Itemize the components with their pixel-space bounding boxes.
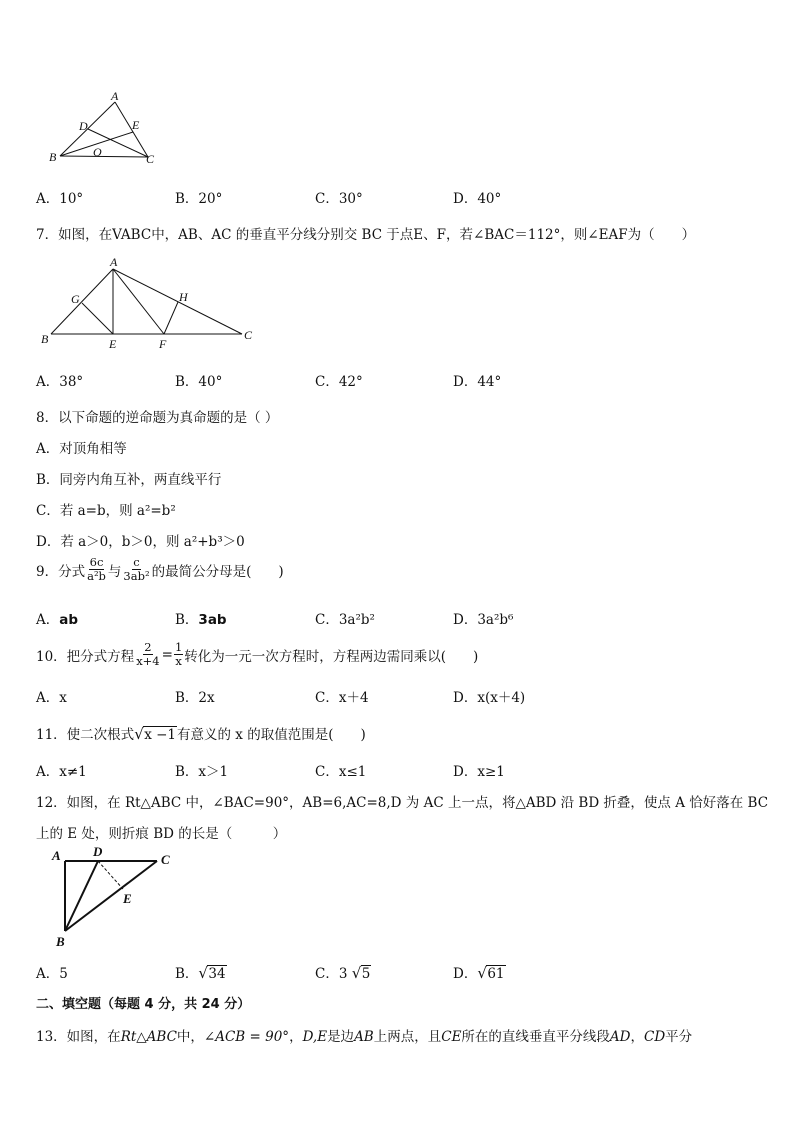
q7-eaf: ∠EAF bbox=[587, 227, 628, 243]
option-letter: C． bbox=[315, 612, 339, 628]
fraction-numerator: c bbox=[133, 555, 140, 569]
fraction-denominator: x bbox=[175, 654, 182, 668]
q13-points: D,E bbox=[302, 1029, 328, 1045]
option-letter: C． bbox=[315, 191, 339, 207]
q10-option-c[interactable] bbox=[315, 686, 369, 706]
option-text: 5 bbox=[59, 966, 68, 982]
radical-sign-icon: √ bbox=[198, 964, 208, 982]
option-text: x≠1 bbox=[59, 764, 87, 780]
option-letter: D． bbox=[453, 191, 478, 207]
option-letter: C． bbox=[315, 966, 339, 982]
q10-fraction-1 bbox=[135, 641, 160, 668]
q7-label-e: E bbox=[109, 337, 117, 350]
option-radical bbox=[352, 966, 372, 982]
q7-angle: ∠BAC＝112° bbox=[473, 227, 561, 243]
fraction-denominator: a²b bbox=[87, 569, 106, 583]
q7-stem-part: ，则 bbox=[560, 227, 588, 243]
q8-option-b[interactable]: B．同旁内角互补，两直线平行 bbox=[36, 472, 222, 488]
radical-sign-icon: √ bbox=[477, 964, 487, 982]
q9-fraction-2 bbox=[122, 556, 150, 583]
option-letter: A． bbox=[36, 764, 60, 780]
q12-label-a: A bbox=[52, 848, 61, 863]
q6-option-a[interactable] bbox=[36, 187, 83, 207]
option-text: 3ab bbox=[198, 612, 227, 628]
option-letter: C． bbox=[315, 764, 339, 780]
q9-option-b[interactable] bbox=[175, 608, 227, 628]
option-letter: B． bbox=[175, 690, 199, 706]
q10-stem-part: 10．把分式方程 bbox=[36, 648, 135, 665]
q11-radical bbox=[134, 727, 177, 743]
fraction-denominator: 3ab² bbox=[123, 569, 150, 583]
option-letter: A． bbox=[36, 690, 60, 706]
q13-stem-part: 平分 bbox=[665, 1029, 693, 1045]
option-text: x bbox=[59, 690, 67, 706]
option-letter: D． bbox=[453, 690, 478, 706]
option-text: 20° bbox=[198, 191, 223, 207]
option-radical bbox=[198, 966, 226, 982]
q6-label-b: B bbox=[49, 150, 57, 164]
q13-stem-part: ， bbox=[630, 1029, 644, 1045]
q9-stem-part: 与 bbox=[107, 563, 122, 580]
q11-option-d[interactable] bbox=[453, 760, 505, 780]
q7-option-b[interactable] bbox=[175, 370, 222, 390]
q6-label-o: O bbox=[93, 145, 102, 159]
q10-stem bbox=[36, 641, 478, 668]
option-text: 40° bbox=[477, 191, 502, 207]
q13-stem bbox=[36, 1025, 692, 1045]
radicand: 5 bbox=[361, 966, 371, 982]
option-text: 30° bbox=[338, 191, 363, 207]
option-text: 3a²b² bbox=[338, 612, 375, 628]
q10-stem-part: 转化为一元一次方程时，方程两边需同乘以( ) bbox=[184, 648, 479, 665]
q6-label-c: C bbox=[146, 152, 155, 166]
option-letter: D． bbox=[453, 966, 478, 982]
radicand: 61 bbox=[487, 966, 505, 982]
q6-figure bbox=[45, 90, 170, 168]
q13-stem-part: 13．如图，在 bbox=[36, 1029, 121, 1045]
q13-segment-ad: AD bbox=[609, 1029, 631, 1045]
option-text: x＋4 bbox=[338, 690, 369, 706]
q9-fraction-1 bbox=[86, 556, 107, 583]
q13-segment-cd: CD bbox=[644, 1029, 666, 1045]
q12-label-e: E bbox=[123, 891, 132, 906]
q11-stem-part: 有意义的 x 的取值范围是( ) bbox=[177, 727, 366, 743]
option-letter: D． bbox=[453, 764, 478, 780]
q9-option-c[interactable] bbox=[315, 608, 375, 628]
q8-stem: 8．以下命题的逆命题为真命题的是（ ） bbox=[36, 410, 279, 426]
q7-figure bbox=[38, 255, 260, 350]
q12-label-b: B bbox=[56, 934, 65, 949]
q12-option-a[interactable] bbox=[36, 962, 68, 982]
q13-segment-ab: AB bbox=[354, 1029, 374, 1045]
q13-angle: ∠ACB = 90° bbox=[203, 1029, 290, 1045]
q12-stem-line1: 12．如图，在 Rt△ABC 中，∠BAC=90°，AB=6,AC=8,D 为 AC 上一点，将△ABD 沿 BD 折叠，使点 A 恰好落在 BC bbox=[36, 795, 769, 811]
q9-option-d[interactable] bbox=[453, 608, 513, 628]
q7-option-a[interactable] bbox=[36, 370, 83, 390]
q12-option-c[interactable] bbox=[315, 962, 371, 982]
option-text: x＞1 bbox=[198, 764, 229, 780]
q13-segment-ce: CE bbox=[441, 1029, 462, 1045]
q13-stem-part: 是边 bbox=[327, 1029, 355, 1045]
radical-sign-icon: √ bbox=[134, 725, 144, 743]
q11-stem bbox=[36, 723, 366, 743]
q6-label-a: A bbox=[111, 90, 119, 103]
option-letter: B． bbox=[175, 612, 199, 628]
option-letter: C． bbox=[315, 690, 339, 706]
q13-stem-part: 所在的直线垂直平分线段 bbox=[461, 1029, 610, 1045]
option-text: 38° bbox=[59, 374, 84, 390]
q7-label-a: A bbox=[110, 255, 118, 269]
option-letter: B． bbox=[175, 966, 199, 982]
option-text: 3a²b⁶ bbox=[477, 612, 514, 628]
q12-label-d: D bbox=[93, 845, 103, 859]
option-letter: A． bbox=[36, 966, 60, 982]
radicand: 34 bbox=[208, 966, 226, 982]
option-radical bbox=[477, 966, 505, 982]
option-text: 3 bbox=[338, 966, 348, 982]
fraction-numerator: 2 bbox=[144, 640, 152, 654]
q7-label-c: C bbox=[244, 328, 253, 342]
fraction-numerator: 1 bbox=[174, 640, 183, 654]
option-text: x≥1 bbox=[477, 764, 505, 780]
option-text: x≤1 bbox=[338, 764, 367, 780]
q7-option-d[interactable] bbox=[453, 370, 501, 390]
option-letter: A． bbox=[36, 191, 60, 207]
q9-stem-part: 9．分式 bbox=[36, 563, 86, 580]
q7-triangle: VABC bbox=[112, 227, 152, 243]
option-text: x(x＋4) bbox=[477, 690, 526, 706]
section-title: 二、填空题（每题 4 分，共 24 分） bbox=[36, 997, 251, 1012]
q11-option-c[interactable] bbox=[315, 760, 366, 780]
option-letter: A． bbox=[36, 612, 60, 628]
q12-figure bbox=[45, 845, 185, 950]
option-text: 10° bbox=[59, 191, 84, 207]
q10-option-b[interactable] bbox=[175, 686, 215, 706]
q6-label-e: E bbox=[132, 118, 140, 132]
fraction-numerator: 6c bbox=[89, 555, 104, 569]
q6-label-d: D bbox=[79, 119, 88, 133]
q9-option-a[interactable] bbox=[36, 608, 78, 628]
option-letter: B． bbox=[175, 764, 199, 780]
q6-option-b[interactable] bbox=[175, 187, 222, 207]
option-letter: B． bbox=[175, 191, 199, 207]
radical-sign-icon: √ bbox=[351, 964, 362, 982]
radicand: x −1 bbox=[144, 727, 176, 743]
q7-stem bbox=[36, 223, 695, 243]
q7-label-b: B bbox=[41, 332, 49, 346]
q13-stem-part: 中， bbox=[176, 1029, 204, 1045]
option-text: 2x bbox=[198, 690, 215, 706]
q7-option-c[interactable] bbox=[315, 370, 363, 390]
option-text: 42° bbox=[338, 374, 363, 390]
q11-stem-part: 11．使二次根式 bbox=[36, 727, 135, 743]
fraction-denominator: x+4 bbox=[136, 654, 160, 668]
q7-label-g: G bbox=[71, 292, 80, 306]
q13-triangle: Rt△ABC bbox=[120, 1029, 177, 1045]
q10-option-d[interactable] bbox=[453, 686, 525, 706]
q9-stem-part: 的最简公分母是( ) bbox=[151, 563, 284, 580]
q8-option-c[interactable]: C．若 a=b，则 a²=b² bbox=[36, 503, 176, 519]
q13-stem-part: 上两点，且 bbox=[373, 1029, 442, 1045]
q8-option-d[interactable]: D．若 a＞0，b＞0，则 a²+b³＞0 bbox=[36, 534, 245, 550]
option-letter: D． bbox=[453, 374, 478, 390]
q6-option-d[interactable] bbox=[453, 187, 501, 207]
q9-stem bbox=[36, 556, 284, 583]
q10-option-a[interactable] bbox=[36, 686, 67, 706]
option-letter: B． bbox=[175, 374, 199, 390]
option-text: 44° bbox=[477, 374, 502, 390]
q12-option-d[interactable] bbox=[453, 962, 506, 982]
q12-stem-line2: 上的 E 处，则折痕 BD 的长是（ ） bbox=[36, 826, 287, 842]
q7-stem-part: 7．如图，在 bbox=[36, 227, 113, 243]
q12-option-b[interactable] bbox=[175, 962, 227, 982]
option-text: ab bbox=[59, 612, 79, 628]
q10-fraction-2 bbox=[174, 641, 183, 668]
q7-stem-part: 为（ ） bbox=[627, 227, 696, 243]
option-letter: C． bbox=[315, 374, 339, 390]
equals-sign: = bbox=[161, 646, 173, 663]
option-letter: D． bbox=[453, 612, 478, 628]
q13-stem-part: ， bbox=[289, 1029, 303, 1045]
q11-option-b[interactable] bbox=[175, 760, 228, 780]
q6-option-c[interactable] bbox=[315, 187, 363, 207]
q7-stem-part: 中，AB、AC 的垂直平分线分别交 BC 于点E、F，若 bbox=[151, 227, 474, 243]
q7-label-h: H bbox=[179, 290, 188, 304]
q7-label-f: F bbox=[159, 337, 167, 350]
q12-label-c: C bbox=[161, 852, 170, 867]
q11-option-a[interactable] bbox=[36, 760, 87, 780]
q8-option-a[interactable]: A．对顶角相等 bbox=[36, 441, 127, 457]
option-text: 40° bbox=[198, 374, 223, 390]
option-letter: A． bbox=[36, 374, 60, 390]
